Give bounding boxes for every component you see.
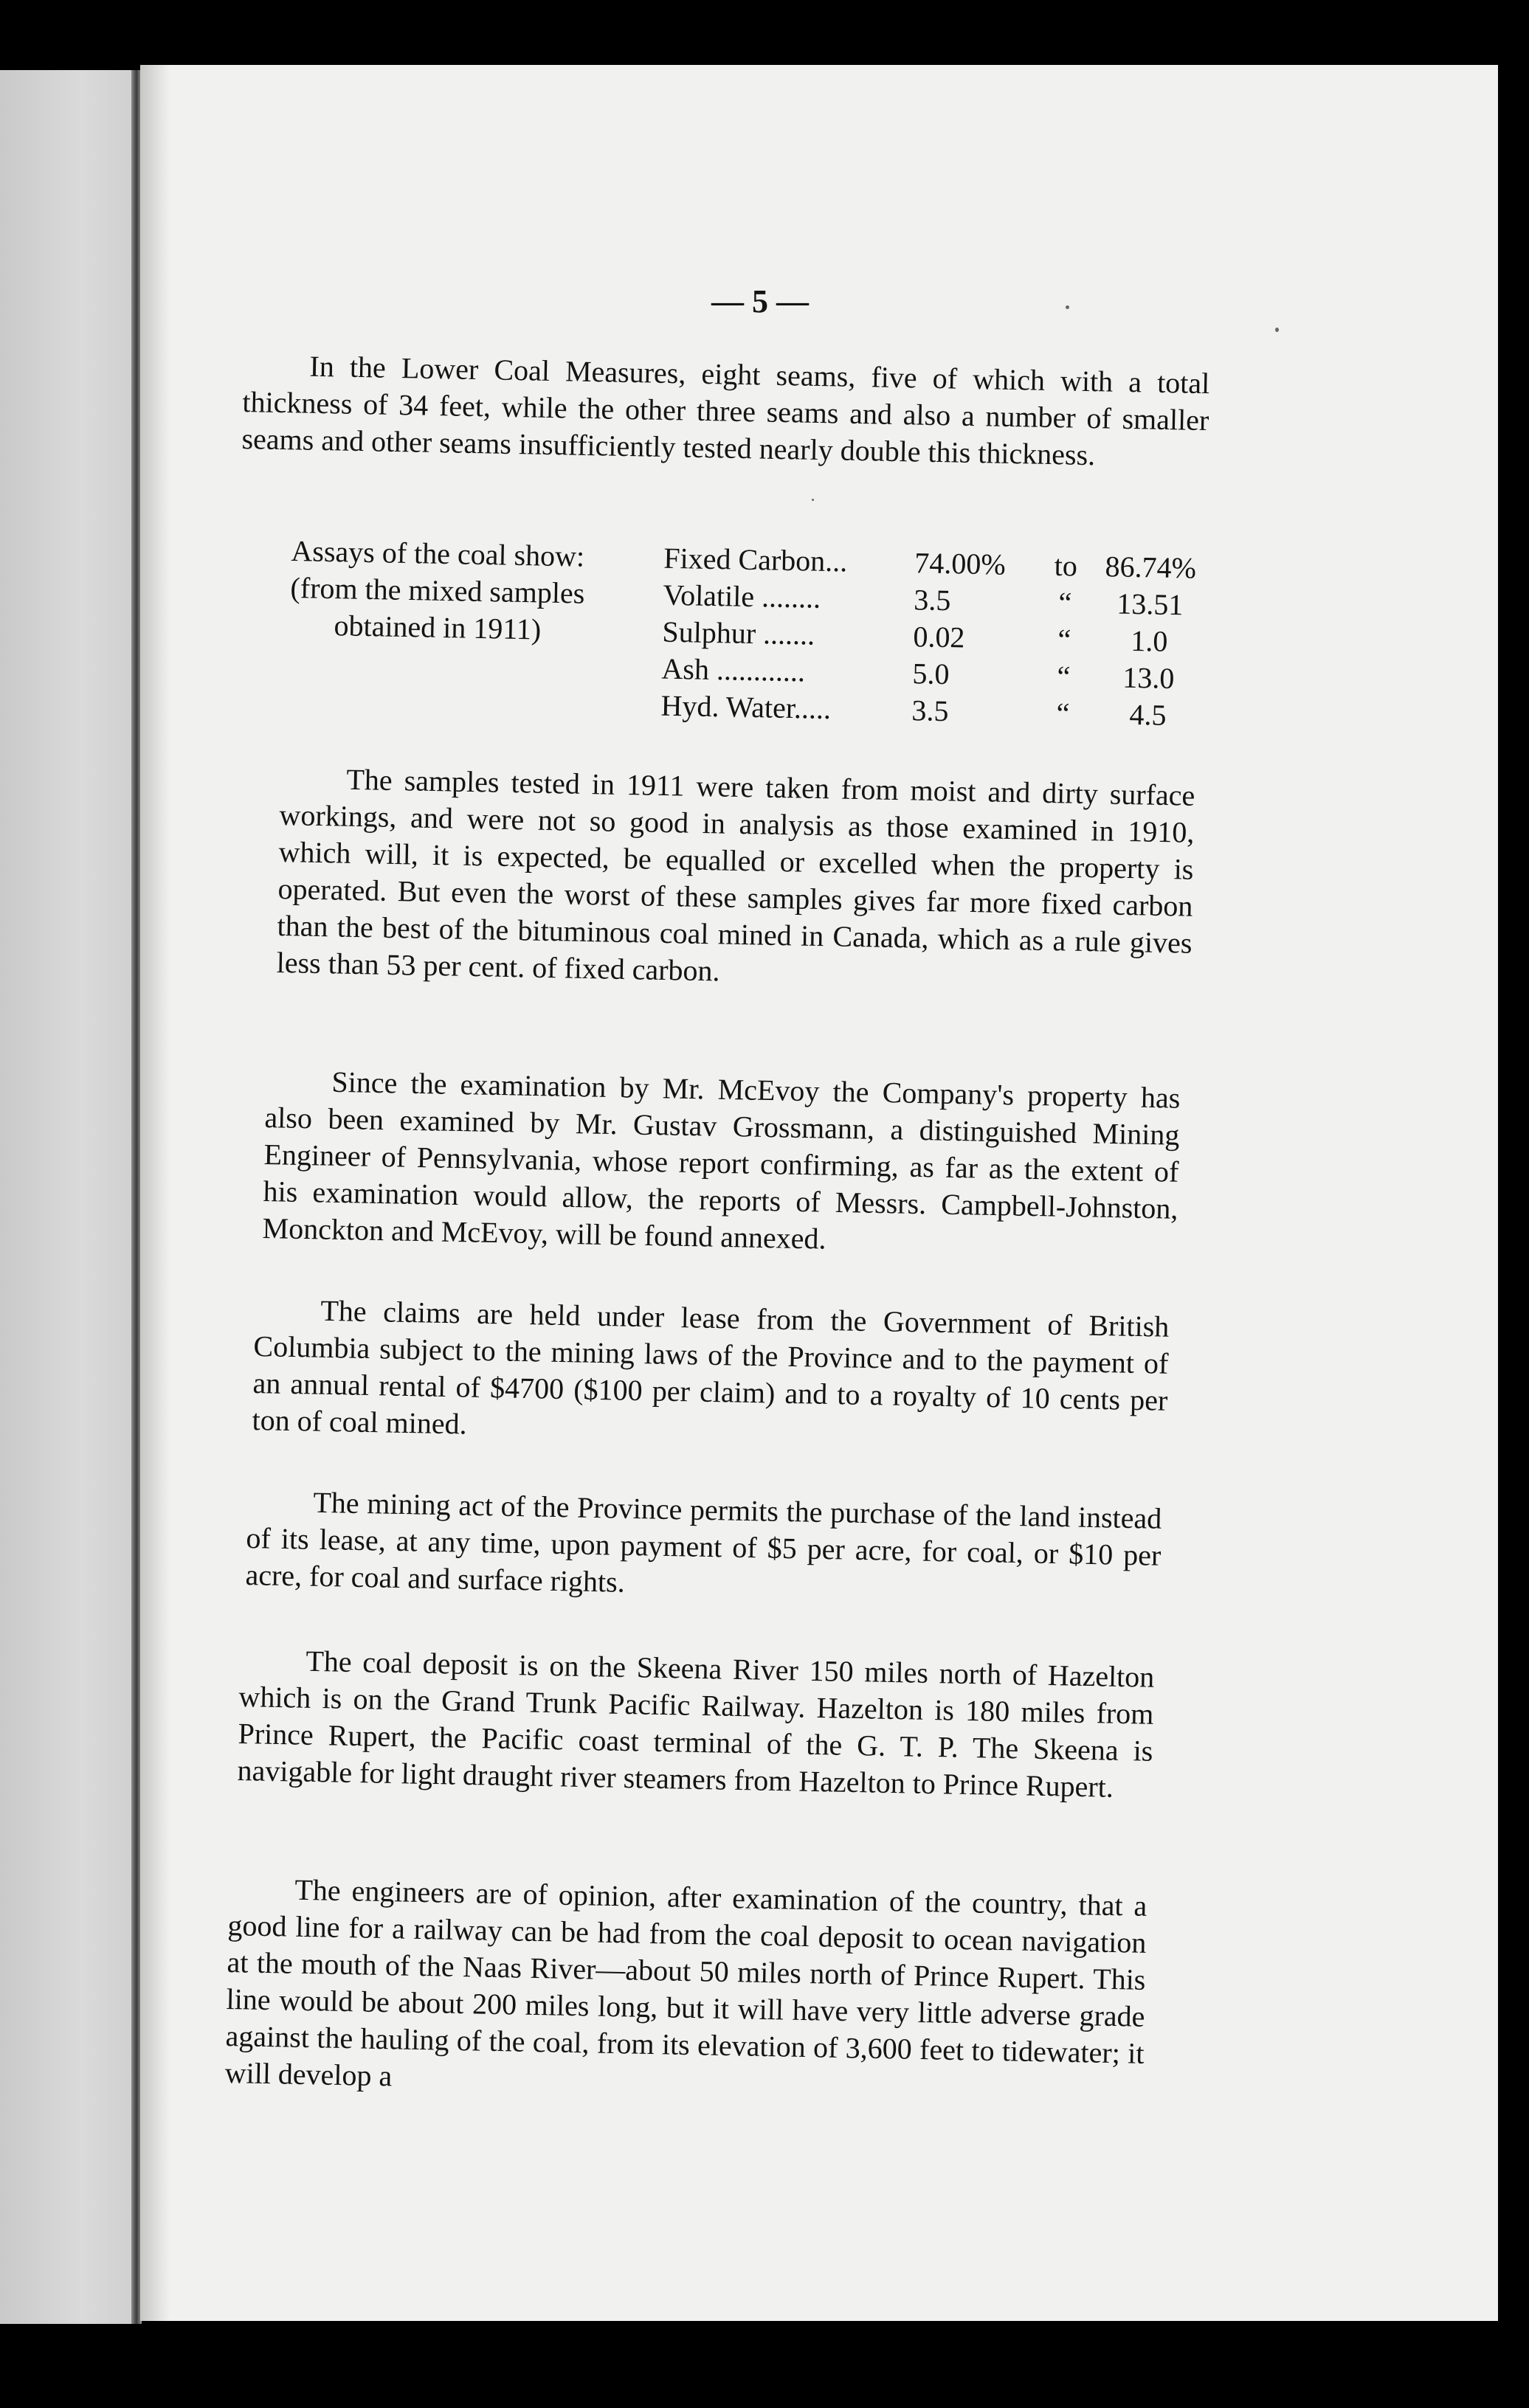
assay-intro-line: Assays of the coal show: bbox=[291, 533, 585, 573]
assay-component: Hyd. Water..... bbox=[660, 688, 832, 726]
paragraph-text: The samples tested in 1911 were taken from moist and dirty surface workings, and were not so good in analysis as those examined in 1910, which will, it is expected, be equalled or excelled when the property is operated. But even the worst of these samples gives far more fixed carbon than the best of the bituminous coal mined in Canada, which as a rule gives less than 53 per cent. of fixed carbon. bbox=[276, 762, 1195, 988]
paragraph-text: Since the examination by Mr. McEvoy the Company's property has also been examined by Mr. Gustav Grossmann, a distinguished Mining Engineer of Pennsylvania, whose report confirming, as far as the extent of his examination would allow, the reports of Messrs. Campbell-Johnston, Monckton and McEvoy, will be found annexed. bbox=[262, 1065, 1181, 1256]
assay-separator: “ bbox=[1057, 622, 1071, 657]
assay-high-value: 1.0 bbox=[1130, 623, 1168, 658]
assay-low-value: 3.5 bbox=[913, 583, 951, 617]
paragraph-examination bbox=[262, 1062, 1181, 1264]
paragraph-text: The coal deposit is on the Skeena River 150 miles north of Hazelton which is on the Grand Trunk Pacific Railway. Hazelton is 180 miles from Prince Rupert, the Pacific coast terminal of the G. T. P. The Skeena is navigable for light draught river steamers from Hazelton to Prince Rupert. bbox=[237, 1644, 1155, 1804]
paragraph-text: The claims are held under lease from the Government of British Columbia subject to the mining laws of the Province and to the payment of an annual rental of $4700 ($100 per claim) and to a royalty of 10 cents per ton of coal mined. bbox=[252, 1293, 1170, 1441]
dust-speck bbox=[1066, 305, 1069, 309]
page-edge-shadow bbox=[140, 65, 170, 2321]
paragraph-railway bbox=[224, 1870, 1147, 2109]
paragraph-text: The engineers are of opinion, after examination of the country, that a good line for a railway can be had from the coal deposit to ocean navigation at the mouth of the Naas River—about 50 miles north of Prince Rupert. This line would be about 200 miles long, but it will have very little adverse grade against the hauling of the coal, from its elevation of 3,600 feet to tidewater; it will develop a bbox=[224, 1872, 1147, 2093]
assay-separator: “ bbox=[1057, 659, 1071, 693]
assay-low-value: 0.02 bbox=[913, 620, 965, 654]
paragraph-text: The mining act of the Province permits the purchase of the land instead of its lease, at any time, upon payment of $5 per acre, for coal, or $10 per acre, for coal and surface rights. bbox=[245, 1485, 1162, 1599]
assay-intro bbox=[289, 533, 646, 650]
assay-high-value: 86.74% bbox=[1105, 550, 1197, 585]
scan-bottom-border bbox=[0, 2324, 1529, 2408]
assay-separator: “ bbox=[1058, 585, 1072, 620]
paragraph-text: In the Lower Coal Measures, eight seams, five of which with a total thickness of 34 feet, while the other three seams and also a number of smaller seams and other seams insufficiently tested nearly double this thickness. bbox=[241, 349, 1210, 472]
paragraph-location bbox=[237, 1641, 1155, 1807]
dust-speck bbox=[1275, 328, 1279, 332]
paragraph-samples-1911 bbox=[276, 760, 1195, 999]
assay-high-value: 13.0 bbox=[1122, 660, 1175, 696]
assay-table bbox=[660, 540, 1203, 735]
assay-component: Sulphur ....... bbox=[662, 615, 815, 651]
assay-high-value: 13.51 bbox=[1116, 587, 1184, 622]
assay-intro-line: (from the mixed samples bbox=[290, 570, 585, 610]
paragraph-lease bbox=[252, 1291, 1170, 1456]
assay-intro-line: obtained in 1911) bbox=[334, 609, 542, 646]
assay-separator: to bbox=[1054, 548, 1078, 583]
assay-component: Volatile ........ bbox=[663, 578, 821, 615]
paragraph-lower-measures bbox=[241, 347, 1210, 476]
assay-section bbox=[287, 533, 1229, 772]
dust-speck bbox=[812, 499, 814, 501]
page-number: — 5 — bbox=[711, 283, 809, 319]
assay-component: Ash ............ bbox=[661, 651, 806, 688]
assay-separator: “ bbox=[1056, 696, 1070, 730]
assay-low-value: 3.5 bbox=[911, 693, 949, 728]
assay-component: Fixed Carbon... bbox=[663, 541, 848, 578]
left-page-margin bbox=[0, 70, 137, 2328]
assay-low-value: 5.0 bbox=[912, 657, 950, 691]
paragraph-purchase bbox=[245, 1483, 1162, 1611]
assay-low-value: 74.00% bbox=[914, 546, 1007, 581]
assay-high-value: 4.5 bbox=[1129, 697, 1167, 732]
